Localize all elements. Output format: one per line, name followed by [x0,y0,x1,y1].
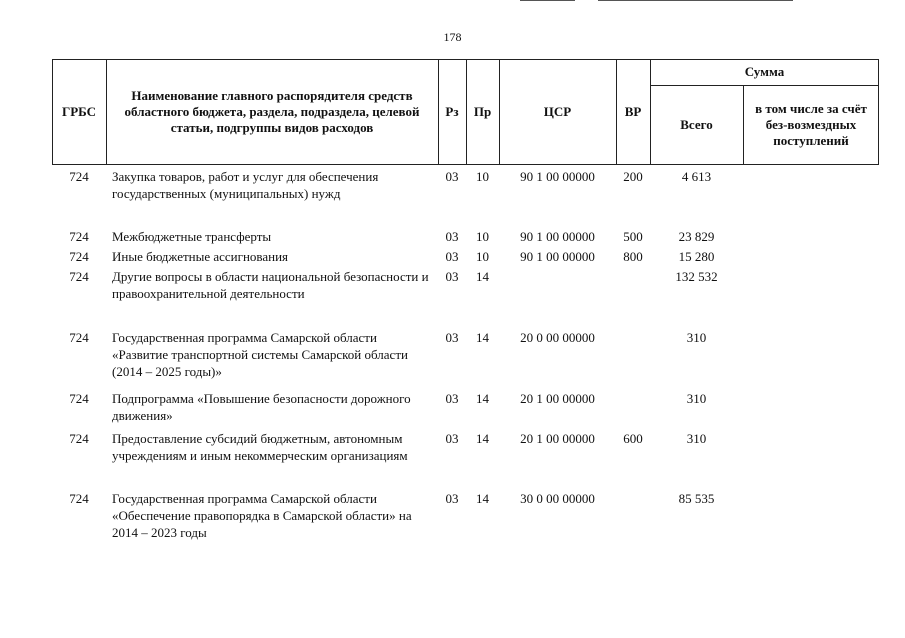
cell-pr: 14 [476,491,489,506]
cell-name: Подпрограмма «Повышение безопасности дорожного движения» [112,391,411,423]
cell-vr: 800 [623,249,643,264]
cell-rz: 03 [445,249,459,264]
cell-name: Государственная программа Самарской области «Обеспечение правопорядка в Самарской области» на 2014 – 2023 годы [112,491,412,540]
cell-vr: 600 [623,431,643,446]
cell-rz: 03 [445,330,459,345]
page-number: 178 [443,30,462,44]
cell-total: 132 532 [675,269,718,284]
cell-grbs: 724 [69,249,89,264]
cell-rz: 03 [445,431,459,446]
cell-rz: 03 [445,391,459,406]
cell-name: Государственная программа Самарской области «Развитие транспортной системы Самарской области (2014 – 2025 годы)» [112,330,408,379]
cell-csr: 90 1 00 00000 [520,249,595,264]
cell-grbs: 724 [69,229,89,244]
header-rz: Рз [445,104,459,119]
cell-pr: 14 [476,330,489,345]
cell-grbs: 724 [69,269,89,284]
header-sum: Сумма [744,64,785,79]
cell-total: 310 [686,431,707,446]
cell-rz: 03 [445,491,459,506]
cell-vr: 500 [623,229,643,244]
cell-name: Предоставление субсидий бюджетным, автономным учреждениям и иным некоммерческим организациям [112,431,408,463]
cell-vr: 200 [623,169,643,184]
header-free: в том числе за счёт без-возмездных поступлений [755,101,867,148]
cell-grbs: 724 [69,431,89,446]
cell-total: 15 280 [678,249,715,264]
header-csr: ЦСР [543,104,572,119]
cell-csr: 90 1 00 00000 [520,229,595,244]
cell-pr: 10 [476,169,489,184]
cell-pr: 10 [476,249,489,264]
cell-csr: 20 1 00 00000 [520,431,595,446]
cell-name: Закупка товаров, работ и услуг для обеспечения государственных (муниципальных) нужд [112,169,379,201]
cell-grbs: 724 [69,491,89,506]
header-total: Всего [680,117,713,132]
cell-total: 310 [686,391,707,406]
cell-total: 310 [686,330,707,345]
cell-name: Иные бюджетные ассигнования [112,249,289,264]
top-rule-left [520,0,575,1]
cell-total: 4 613 [681,169,712,184]
cell-csr: 20 1 00 00000 [520,391,595,406]
cell-csr: 30 0 00 00000 [520,491,595,506]
header-grbs: ГРБС [61,104,97,119]
cell-total: 23 829 [678,229,715,244]
header-pr: Пр [473,104,492,119]
cell-name: Другие вопросы в области национальной безопасности и правоохранительной деятельности [112,269,429,301]
cell-rz: 03 [445,269,459,284]
cell-csr: 20 0 00 00000 [520,330,595,345]
cell-grbs: 724 [69,169,89,184]
cell-rz: 03 [445,229,459,244]
cell-csr: 90 1 00 00000 [520,169,595,184]
cell-total: 85 535 [678,491,715,506]
top-rule-right [598,0,793,1]
cell-grbs: 724 [69,391,89,406]
cell-name: Межбюджетные трансферты [112,229,272,244]
cell-pr: 14 [476,431,489,446]
header-name: Наименование главного распорядителя средств областного бюджета, раздела, подраздела, целевой статьи, подгруппы видов расходов [124,88,420,135]
cell-rz: 03 [445,169,459,184]
cell-pr: 14 [476,391,489,406]
cell-grbs: 724 [69,330,89,345]
header-vr: ВР [624,104,642,119]
cell-pr: 10 [476,229,489,244]
cell-pr: 14 [476,269,489,284]
